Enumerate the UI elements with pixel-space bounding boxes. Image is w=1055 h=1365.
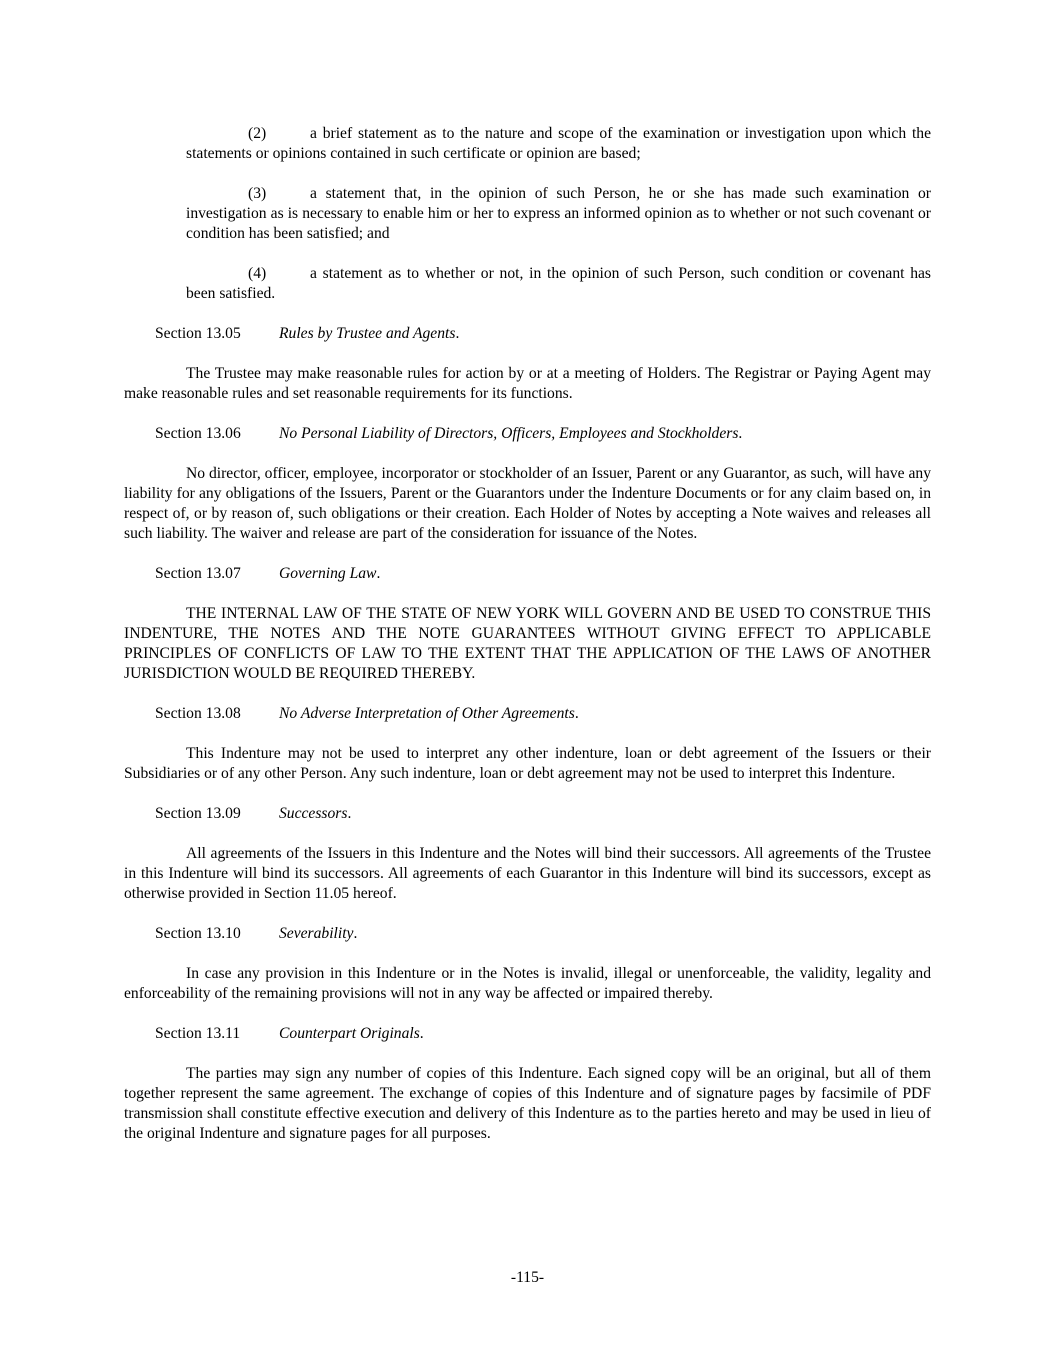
section-heading: Section 13.11 Counterpart Originals. <box>155 1025 424 1042</box>
section-body: This Indenture may not be used to interpret any other indenture, loan or debt agreement of the Issuers or their Subsidiaries or of any other Person. Any such indenture, loan or debt agreement may not be used to interpret this Indenture. <box>124 745 931 782</box>
section-number: Section 13.05 <box>155 325 241 342</box>
section-heading: Section 13.08 No Adverse Interpretation of Other Agreements. <box>155 705 579 722</box>
section-number: Section 13.10 <box>155 925 241 942</box>
item-text: a brief statement as to the nature and scope of the examination or investigation upon which the statements or opinions contained in such certificate or opinion are based; <box>186 125 931 162</box>
section-body: The parties may sign any number of copies of this Indenture. Each signed copy will be an original, but all of them together represent the same agreement. The exchange of copies of this Indenture and of signature pages by facsimile of PDF transmission shall constitute effective execution and delivery of this Indenture as to the parties hereto and may be used in lieu of the original Indenture and signature pages for all purposes. <box>124 1065 931 1142</box>
section-title: No Personal Liability of Directors, Officers, Employees and Stockholders <box>279 425 739 442</box>
page-number: -115- <box>510 1269 545 1286</box>
section-title: Successors <box>279 805 348 822</box>
section-heading: Section 13.09 Successors. <box>155 805 352 822</box>
section-title: Counterpart Originals <box>279 1025 420 1042</box>
document-page <box>124 124 931 1164</box>
section-body: In case any provision in this Indenture or in the Notes is invalid, illegal or unenforceable, the validity, legality and enforceability of the remaining provisions will not in any way be affected or impaired thereby. <box>124 965 931 1002</box>
section-title: Rules by Trustee and Agents <box>279 325 456 342</box>
item-number: (3) <box>248 185 267 202</box>
section-number: Section 13.06 <box>155 425 241 442</box>
section-heading: Section 13.05 Rules by Trustee and Agents. <box>155 325 460 342</box>
list-item <box>186 264 931 304</box>
section-body: The Trustee may make reasonable rules for action by or at a meeting of Holders. The Registrar or Paying Agent may make reasonable rules and set reasonable requirements for its functions. <box>124 365 931 402</box>
section-title: Governing Law <box>279 565 377 582</box>
item-text: a statement that, in the opinion of such Person, he or she has made such examination or investigation as is necessary to enable him or her to express an informed opinion as to whether or not such covenant or condition has been satisfied; and <box>186 185 931 242</box>
section-body: THE INTERNAL LAW OF THE STATE OF NEW YORK WILL GOVERN AND BE USED TO CONSTRUE THIS INDENTURE, THE NOTES AND THE NOTE GUARANTEES WITHOUT GIVING EFFECT TO APPLICABLE PRINCIPLES OF CONFLICTS OF LAW TO THE EXTENT THAT THE APPLICATION OF THE LAWS OF ANOTHER JURISDICTION WOULD BE REQUIRED THEREBY. <box>124 605 931 682</box>
section-title: No Adverse Interpretation of Other Agreements <box>279 705 575 722</box>
item-text: a statement as to whether or not, in the opinion of such Person, such condition or covenant has been satisfied. <box>186 265 931 302</box>
section-body: No director, officer, employee, incorporator or stockholder of an Issuer, Parent or any Guarantor, as such, will have any liability for any obligations of the Issuers, Parent or the Guarantors under the Indenture Documents or for any claim based on, in respect of, or by reason of, such obligations or their creation. Each Holder of Notes by accepting a Note waives and releases all such liability. The waiver and release are part of the consideration for issuance of the Notes. <box>124 465 931 542</box>
section-heading: Section 13.10 Severability. <box>155 925 358 942</box>
section-number: Section 13.07 <box>155 565 241 582</box>
section-number: Section 13.09 <box>155 805 241 822</box>
section-number: Section 13.11 <box>155 1025 241 1042</box>
list-item <box>186 184 931 244</box>
list-item <box>186 124 931 164</box>
section-title: Severability <box>279 925 354 942</box>
section-body: All agreements of the Issuers in this Indenture and the Notes will bind their successors. All agreements of the Trustee in this Indenture will bind its successors. All agreements of each Guarantor in this Indenture will bind its successors, except as otherwise provided in Section 11.05 hereof. <box>124 845 931 902</box>
item-number: (4) <box>248 265 267 282</box>
section-heading: Section 13.06 No Personal Liability of Directors, Officers, Employees and Stockholders. <box>155 425 743 442</box>
section-heading: Section 13.07 Governing Law. <box>155 565 381 582</box>
item-number: (2) <box>248 125 267 142</box>
section-number: Section 13.08 <box>155 705 241 722</box>
